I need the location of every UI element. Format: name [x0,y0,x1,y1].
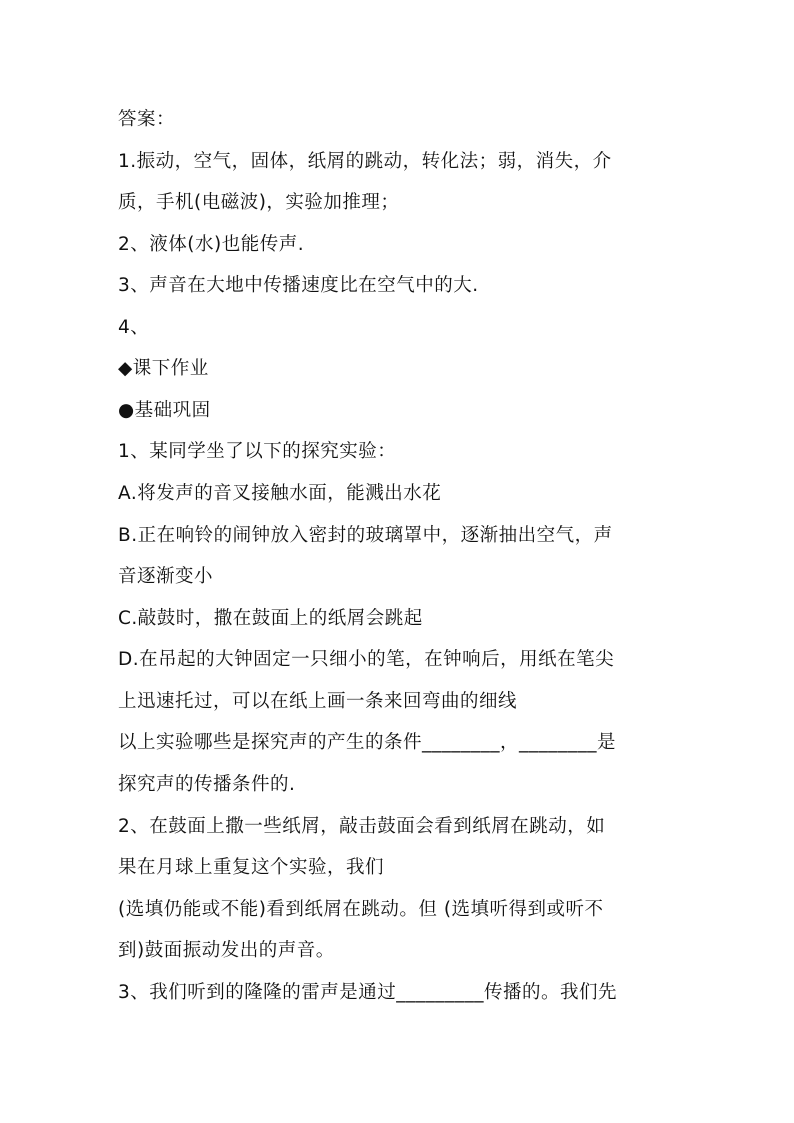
section-homework: ◆课下作业 [118,358,209,379]
answer-heading: 答案： [118,109,176,130]
question-1-option-c: C.敲鼓时，撒在鼓面上的纸屑会跳起 [118,608,423,629]
answer-3: 3、声音在大地中传播速度比在空气中的大. [118,275,479,296]
question-2-line-2: 果在月球上重复这个实验，我们 [118,857,385,878]
question-1-option-b-line-2: 音逐渐变小 [118,566,214,587]
question-2-line-4: 到)鼓面振动发出的声音。 [118,940,335,961]
answer-4: 4、 [118,317,150,338]
answer-1-line-1: 1.振动，空气，固体，纸屑的跳动，转化法；弱，消失，介 [118,151,612,172]
question-1-blank-line-2: 探究声的传播条件的. [118,774,296,795]
question-1-option-b-line-1: B.正在响铃的闹钟放入密封的玻璃罩中，逐渐抽出空气，声 [118,525,613,546]
question-1-option-a: A.将发声的音叉接触水面，能溅出水花 [118,483,442,504]
question-1-blank-line-1: 以上实验哪些是探究声的产生的条件________，________是 [118,732,617,753]
question-2-line-3: (选填仍能或不能)看到纸屑在跳动。但 (选填听得到或听不 [118,899,604,920]
question-1-stem: 1、某同学坐了以下的探究实验： [118,441,397,462]
question-2-line-1: 2、在鼓面上撒一些纸屑，敲击鼓面会看到纸屑在跳动，如 [118,816,606,837]
question-1-option-d-line-1: D.在吊起的大钟固定一只细小的笔，在钟响后，用纸在笔尖 [118,649,615,670]
answer-1-line-2: 质，手机(电磁波)，实验加推理； [118,192,400,213]
section-basic: ●基础巩固 [118,400,211,421]
question-1-option-d-line-2: 上迅速托过，可以在纸上画一条来回弯曲的细线 [118,691,518,712]
question-3-line-1: 3、我们听到的隆隆的雷声是通过_________传播的。我们先 [118,982,618,1003]
answer-2: 2、液体(水)也能传声. [118,234,305,255]
